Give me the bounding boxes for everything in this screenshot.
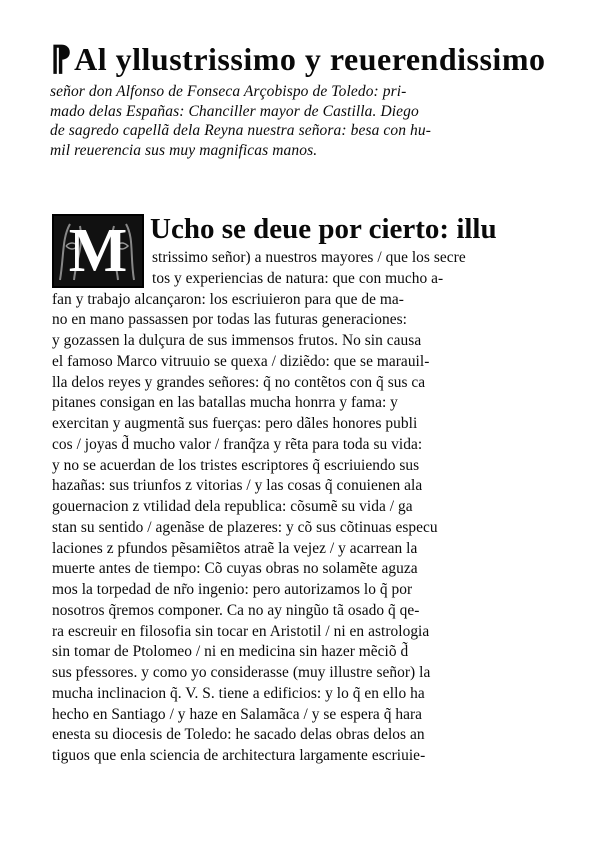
dedication-line: mil reuerencia sus muy magnificas manos.	[50, 141, 318, 159]
body-line: muerte antes de tiempo: Cõ cuyas obras no solamẽte aguza	[52, 560, 418, 578]
body-line: lla delos reyes y grandes señores: q̃ no contẽtos con q̃ sus ca	[52, 373, 426, 391]
body-line: tos y experiencias de natura: que con mucho a-	[152, 269, 444, 287]
body-line: strissimo señor) a nuestros mayores / que los secre	[152, 249, 466, 266]
body-line: gouernacion z vtilidad dela republica: cõsumẽ su vida / ga	[52, 498, 413, 515]
body-line: y gozassen la dulçura de sus immensos frutos. No sin causa	[52, 332, 422, 349]
body-line: no en mano passassen por todas las futuras generaciones:	[52, 311, 407, 329]
body-opening-line: Ucho se deue por cierto: illu	[150, 213, 497, 245]
body-line: nosotros q̃remos componer. Ca no ay ningũo tã osado q̃ qe-	[52, 601, 420, 619]
dedication-line: mado delas Españas: Chanciller mayor de Castilla. Diego	[50, 102, 419, 120]
body-line: sin tomar de Ptolomeo / ni en medicina sin hazer mẽciõ d̃	[52, 643, 409, 661]
body-line: pitanes consigan en las batallas mucha honrra y fama: y	[52, 394, 398, 412]
body-line: exercitan y augmentã sus fuerças: pero dãles honores publi	[52, 415, 418, 432]
body-line: cos / joyas d̃ mucho valor / franq̃za y rẽta para toda su vida:	[52, 435, 423, 453]
dedication-line: de sagredo capellã dela Reyna nuestra señora: besa con hu-	[50, 122, 432, 140]
dedication-line: señor don Alfonso de Fonseca Arçobispo de Toledo: pri-	[50, 83, 407, 100]
body-text	[52, 248, 552, 767]
body-line: fan y trabajo alcançaron: los escriuieron para que de ma-	[52, 290, 404, 308]
body-line: tiguos que enla sciencia de architectura largamente escriuie-	[52, 747, 426, 764]
body-line: mucha inclinacion q̃. V. S. tiene a edificios: y lo q̃ en ello ha	[52, 684, 425, 702]
body-line: hazañas: sus triunfos z vitorias / y las cosas q̃ conuienen ala	[52, 477, 423, 495]
initial-letter: M	[68, 217, 128, 285]
body-line: hecho en Santiago / y haze en Salamãca / y se espera q̃ hara	[52, 705, 423, 723]
dedication-heading	[50, 40, 550, 79]
pilcrow-icon: ⁋	[50, 41, 73, 78]
dedication-block	[50, 82, 570, 160]
body-line: stan su sentido / agenãse de plazeres: y cõ sus cõtinuas especu	[52, 518, 438, 536]
body-line: sus pfessores. y como yo considerasse (muy illustre señor) la	[52, 664, 431, 681]
body-line: ra escreuir en filosofia sin tocar en Aristotil / ni en astrologia	[52, 622, 430, 640]
body-line: y no se acuerdan de los tristes escriptores q̃ escriuiendo sus	[52, 456, 420, 474]
body-line: enesta su diocesis de Toledo: he sacado delas obras delos an	[52, 726, 425, 744]
body-line: mos la torpedad de nr̃o ingenio: pero autorizamos lo q̃ por	[52, 581, 413, 598]
heading-text: Al yllustrissimo y reuerendissimo	[74, 41, 546, 77]
body-line: el famoso Marco vitruuio se quexa / diziẽdo: que se marauil-	[52, 352, 430, 370]
body-line: laciones z pfundos pẽsamiẽtos atraẽ la vejez / y acarrean la	[52, 539, 418, 557]
